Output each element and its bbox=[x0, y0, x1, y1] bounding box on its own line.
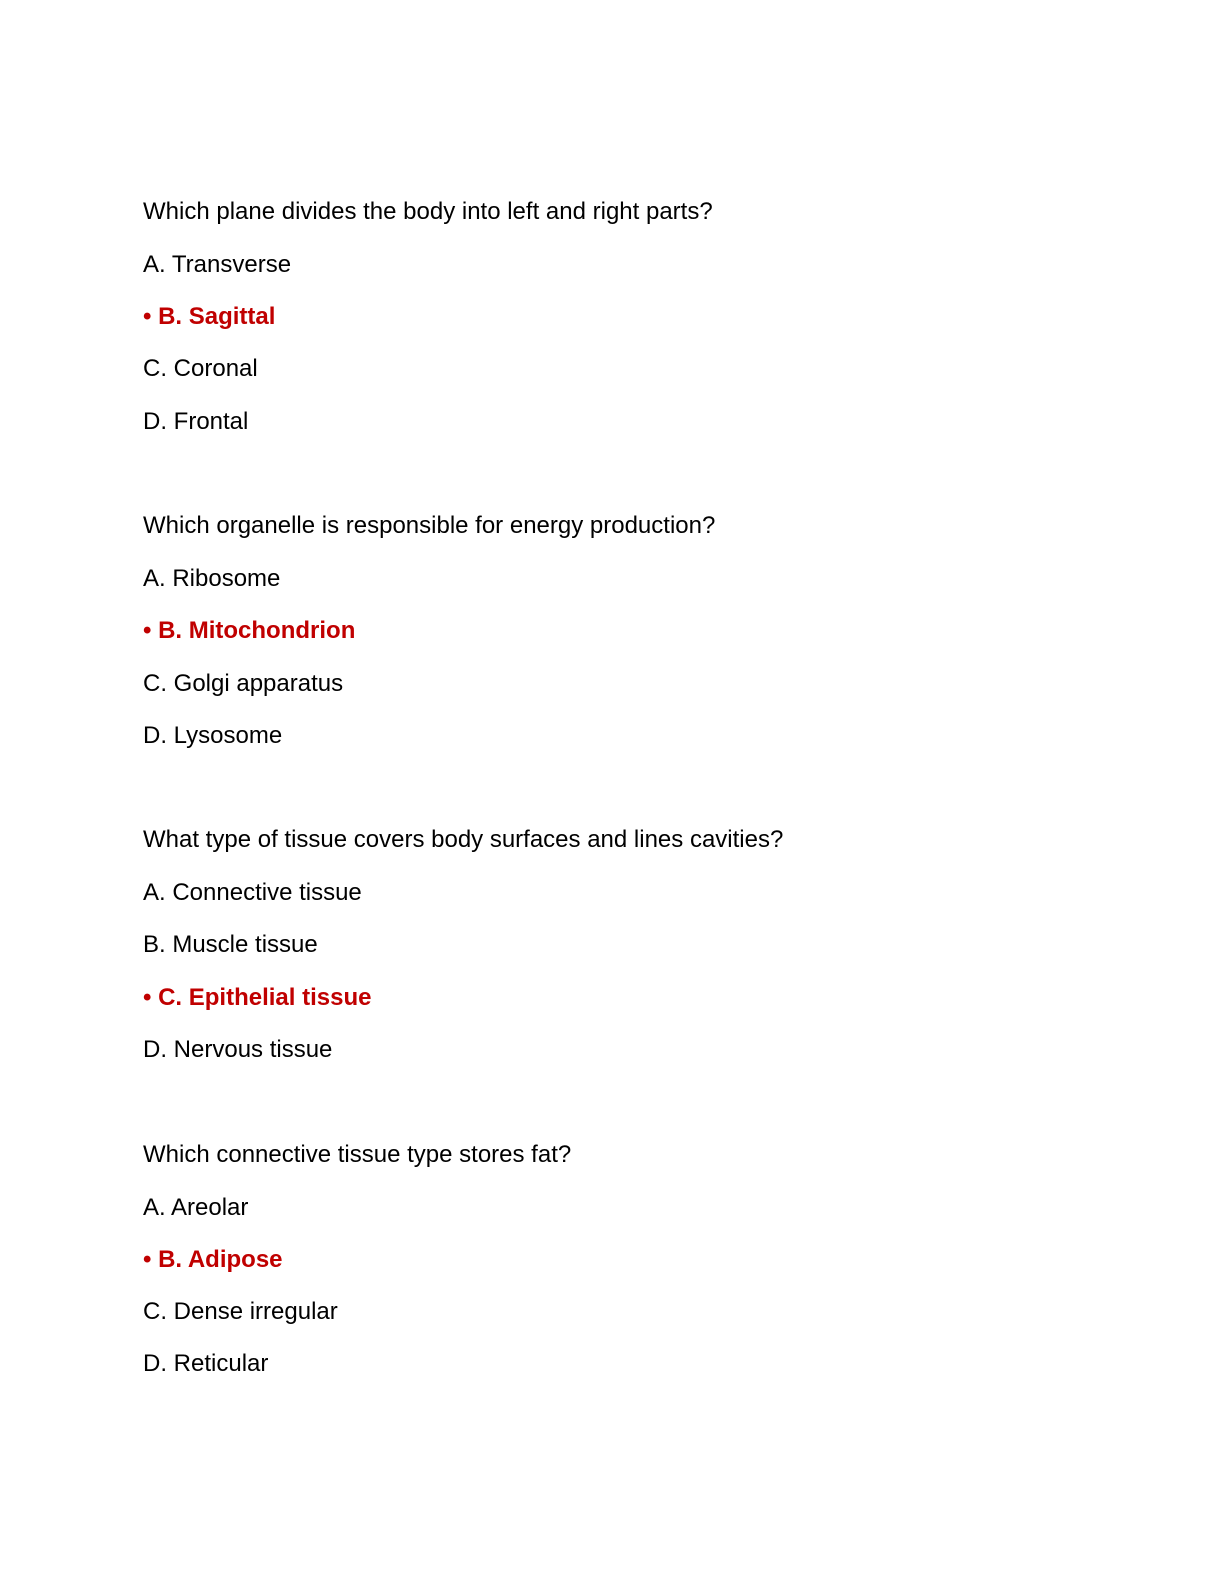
question-3-prompt: What type of tissue covers body surfaces and lines cavities? bbox=[143, 826, 784, 853]
question-4-option-a: A. Areolar bbox=[143, 1194, 249, 1221]
question-2-correct-answer: • B. Mitochondrion bbox=[143, 617, 356, 644]
question-3-correct-answer: • C. Epithelial tissue bbox=[143, 984, 372, 1011]
question-2-option-d: D. Lysosome bbox=[143, 722, 283, 749]
question-1-option-a: A. Transverse bbox=[143, 251, 292, 278]
question-1-option-c: C. Coronal bbox=[143, 355, 258, 382]
question-2-option-a: A. Ribosome bbox=[143, 565, 281, 592]
question-3-option-b: B. Muscle tissue bbox=[143, 931, 318, 958]
question-3-option-d: D. Nervous tissue bbox=[143, 1036, 333, 1063]
question-3-option-a: A. Connective tissue bbox=[143, 879, 362, 906]
question-1-correct-answer: • B. Sagittal bbox=[143, 303, 276, 330]
question-1-option-d: D. Frontal bbox=[143, 408, 249, 435]
question-4-prompt: Which connective tissue type stores fat? bbox=[143, 1141, 572, 1168]
question-4-option-c: C. Dense irregular bbox=[143, 1298, 338, 1325]
question-4-option-d: D. Reticular bbox=[143, 1350, 269, 1377]
question-2-option-c: C. Golgi apparatus bbox=[143, 670, 344, 697]
question-2-prompt: Which organelle is responsible for energy production? bbox=[143, 512, 716, 539]
question-1-prompt: Which plane divides the body into left and right parts? bbox=[143, 198, 713, 225]
question-4-correct-answer: • B. Adipose bbox=[143, 1246, 283, 1273]
